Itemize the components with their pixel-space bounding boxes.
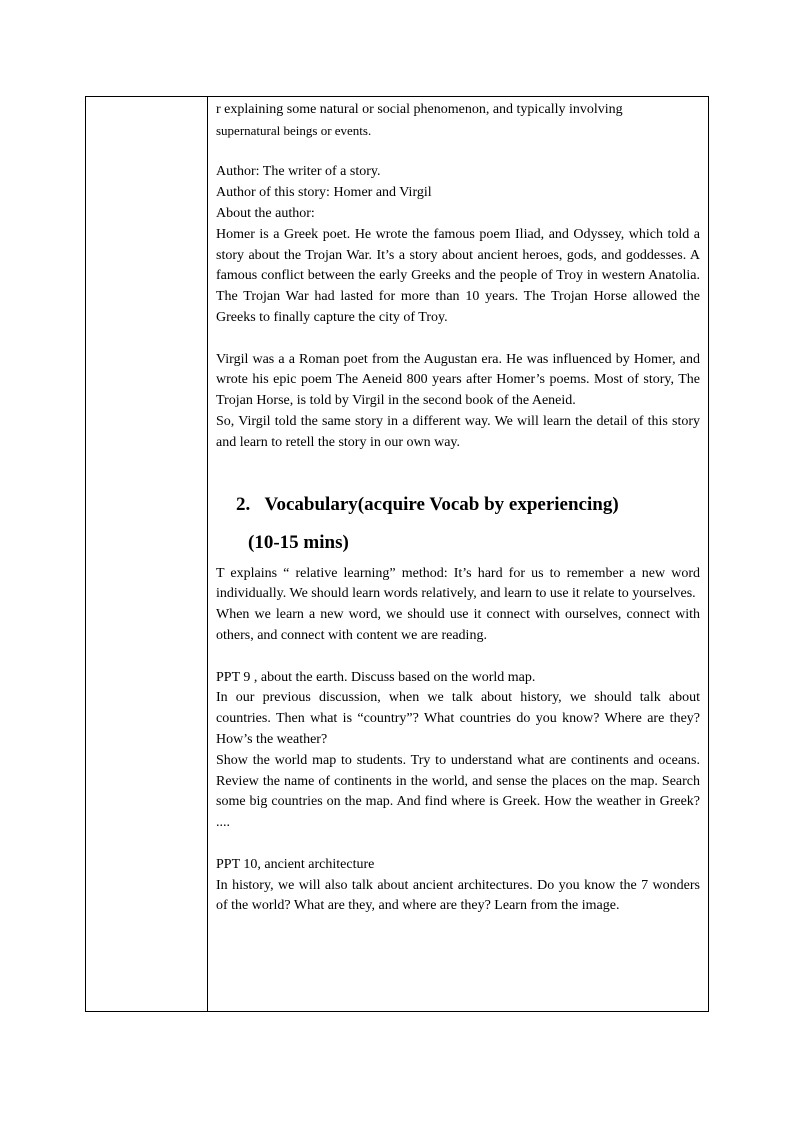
connect-paragraph: When we learn a new word, we should use it connect with ourselves, connect with others, and connect with content we are reading.: [216, 607, 700, 643]
section-heading-vocabulary: 2. Vocabulary(acquire Vocab by experiencing): [236, 493, 619, 515]
about-author-label: About the author:: [216, 205, 315, 221]
continued-text-line: r explaining some natural or social phenomenon, and typically involving: [216, 102, 623, 117]
continued-text-line: supernatural beings or events.: [216, 122, 372, 138]
content-cell: [216, 100, 700, 917]
author-of-story: Author of this story: Homer and Virgil: [216, 185, 432, 201]
author-definition: Author: The writer of a story.: [216, 164, 381, 180]
ppt9-world-map: Show the world map to students. Try to understand what are continents and oceans. Review the name of continents in the world, and sense the places on the map. Search some big countries on the map. And find where is Greek. How the weather in Greek? ....: [216, 752, 700, 831]
virgil-paragraph: Virgil was a a Roman poet from the Augustan era. He was influenced by Homer, and wrote his epic poem The Aeneid 800 years after Homer’s poems. Most of story, The Trojan Horse, is told by Virgil in the second book of the Aeneid.: [216, 351, 700, 409]
homer-paragraph: Homer is a Greek poet. He wrote the famous poem Iliad, and Odyssey, which told a story about the Trojan War. It’s a story about ancient heroes, gods, and goddesses. A famous conflict between the early Greeks and the people of Troy in western Anatolia. The Trojan War had lasted for more than 10 years. The Trojan Horse allowed the Greeks to finally capture the city of Troy.: [216, 226, 700, 325]
ppt10-title: PPT 10, ancient architecture: [216, 856, 375, 872]
section-duration: (10-15 mins): [248, 531, 349, 553]
virgil-summary: So, Virgil told the same story in a different way. We will learn the detail of this story and learn to retell the story in our own way.: [216, 413, 700, 450]
ppt9-title: PPT 9 , about the earth. Discuss based on the world map.: [216, 669, 536, 685]
ppt10-architecture: In history, we will also talk about ancient architectures. Do you know the 7 wonders of the world? What are they, and where are they? Learn from the image.: [216, 877, 700, 914]
ppt9-discussion: In our previous discussion, when we talk about history, we should talk about countries. Then what is “country”? What countries do you know? Where are they? How’s the weather?: [216, 690, 700, 747]
relative-learning-paragraph: T explains “ relative learning” method: It’s hard for us to remember a new word individually. We should learn words relatively, and learn to use it relate to yourselves.: [216, 565, 700, 602]
left-column-cell: [86, 97, 208, 1011]
lesson-table: [85, 96, 709, 1012]
